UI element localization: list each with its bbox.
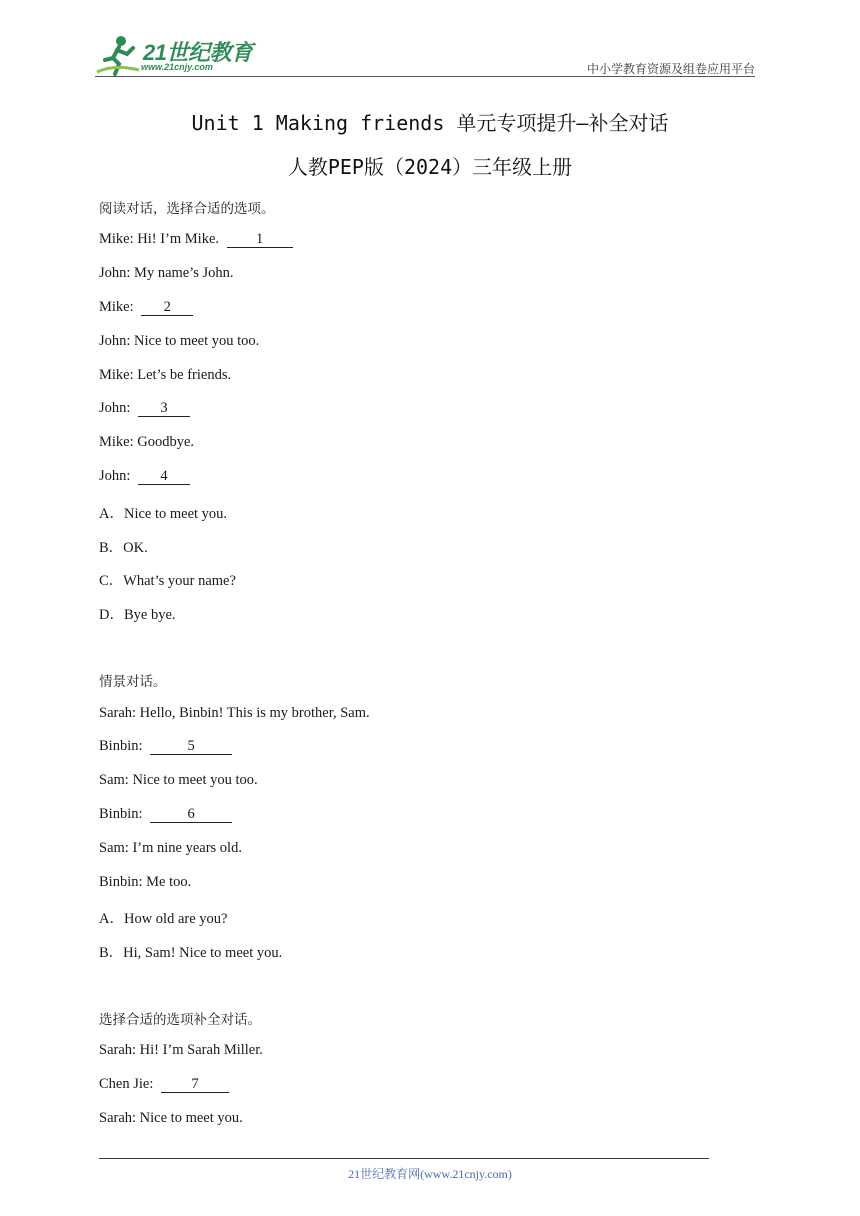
speaker: Sam: <box>99 772 129 788</box>
page-title: Unit 1 Making friends 单元专项提升—补全对话 <box>191 111 669 135</box>
dialogue-line <box>99 400 190 417</box>
dialogue-line <box>99 772 258 789</box>
answer-blank[interactable]: 6 <box>150 807 232 823</box>
speaker: Binbin: <box>99 874 143 890</box>
speaker: Sarah: <box>99 1110 137 1126</box>
page-footer[interactable]: 21世纪教育网(www.21cnjy.com) <box>348 1167 512 1181</box>
speaker: John: <box>99 400 131 416</box>
dialogue-line <box>99 265 234 282</box>
speaker: John: <box>99 468 131 484</box>
dialogue-line <box>99 231 293 248</box>
speaker: John: <box>99 333 131 349</box>
speaker: Mike: <box>99 434 134 450</box>
option-item[interactable]: B．OK. <box>99 540 148 556</box>
dialogue-line <box>99 434 194 451</box>
page-subtitle: 人教PEP版（2024）三年级上册 <box>287 155 573 179</box>
speaker: Chen Jie: <box>99 1076 154 1092</box>
speaker: Binbin: <box>99 806 143 822</box>
line-text: Hello, Binbin! This is my brother, Sam. <box>139 705 370 721</box>
line-text: Me too. <box>146 874 192 890</box>
platform-tagline: 中小学教育资源及组卷应用平台 <box>586 62 755 76</box>
dialogue-line <box>99 333 259 350</box>
section-instruction: 选择合适的选项补全对话。 <box>99 1012 261 1028</box>
footer-divider <box>99 1158 709 1159</box>
site-logo <box>95 34 265 76</box>
speaker: Binbin: <box>99 738 143 754</box>
dialogue-line <box>99 806 232 823</box>
line-text: Goodbye. <box>137 434 195 450</box>
line-text: Hi! I’m Sarah Miller. <box>139 1042 263 1058</box>
dialogue-line <box>99 705 370 722</box>
page-header <box>95 30 755 78</box>
option-item[interactable]: A．Nice to meet you. <box>99 506 228 522</box>
speaker: Sam: <box>99 840 129 856</box>
section-instruction: 情景对话。 <box>99 674 167 690</box>
line-text: Nice to meet you too. <box>134 333 260 349</box>
speaker: Sarah: <box>99 705 137 721</box>
line-text: My name’s John. <box>134 265 234 281</box>
logo-url: www.21cnjy.com <box>141 62 213 72</box>
answer-blank[interactable]: 7 <box>161 1077 229 1093</box>
dialogue-line <box>99 840 242 857</box>
answer-blank[interactable]: 1 <box>227 232 293 248</box>
answer-blank[interactable]: 3 <box>138 401 190 417</box>
dialogue-line <box>99 874 191 891</box>
speaker: Mike: <box>99 231 134 247</box>
line-text: I’m nine years old. <box>132 840 242 856</box>
option-item[interactable]: B．Hi, Sam! Nice to meet you. <box>99 945 283 961</box>
answer-blank[interactable]: 2 <box>141 300 193 316</box>
speaker: Mike: <box>99 299 134 315</box>
option-item[interactable]: A．How old are you? <box>99 911 228 927</box>
section-instruction: 阅读对话，选择合适的选项。 <box>99 201 275 217</box>
header-divider <box>95 76 755 77</box>
logo-text: 21世纪教育 <box>143 40 253 65</box>
speaker: Sarah: <box>99 1042 137 1058</box>
line-text: Nice to meet you. <box>139 1110 243 1126</box>
answer-blank[interactable]: 5 <box>150 739 232 755</box>
runner-icon <box>95 34 141 76</box>
line-text: Hi! I’m Mike. <box>137 231 220 247</box>
dialogue-line <box>99 738 232 755</box>
dialogue-line <box>99 367 231 384</box>
dialogue-line <box>99 468 190 485</box>
option-item[interactable]: D．Bye bye. <box>99 607 176 623</box>
line-text: Let’s be friends. <box>137 367 232 383</box>
line-text: Nice to meet you too. <box>132 772 258 788</box>
dialogue-line <box>99 1110 243 1127</box>
dialogue-line <box>99 299 193 316</box>
answer-blank[interactable]: 4 <box>138 469 190 485</box>
dialogue-line <box>99 1042 263 1059</box>
speaker: Mike: <box>99 367 134 383</box>
option-item[interactable]: C．What’s your name? <box>99 573 236 589</box>
speaker: John: <box>99 265 131 281</box>
dialogue-line <box>99 1076 229 1093</box>
